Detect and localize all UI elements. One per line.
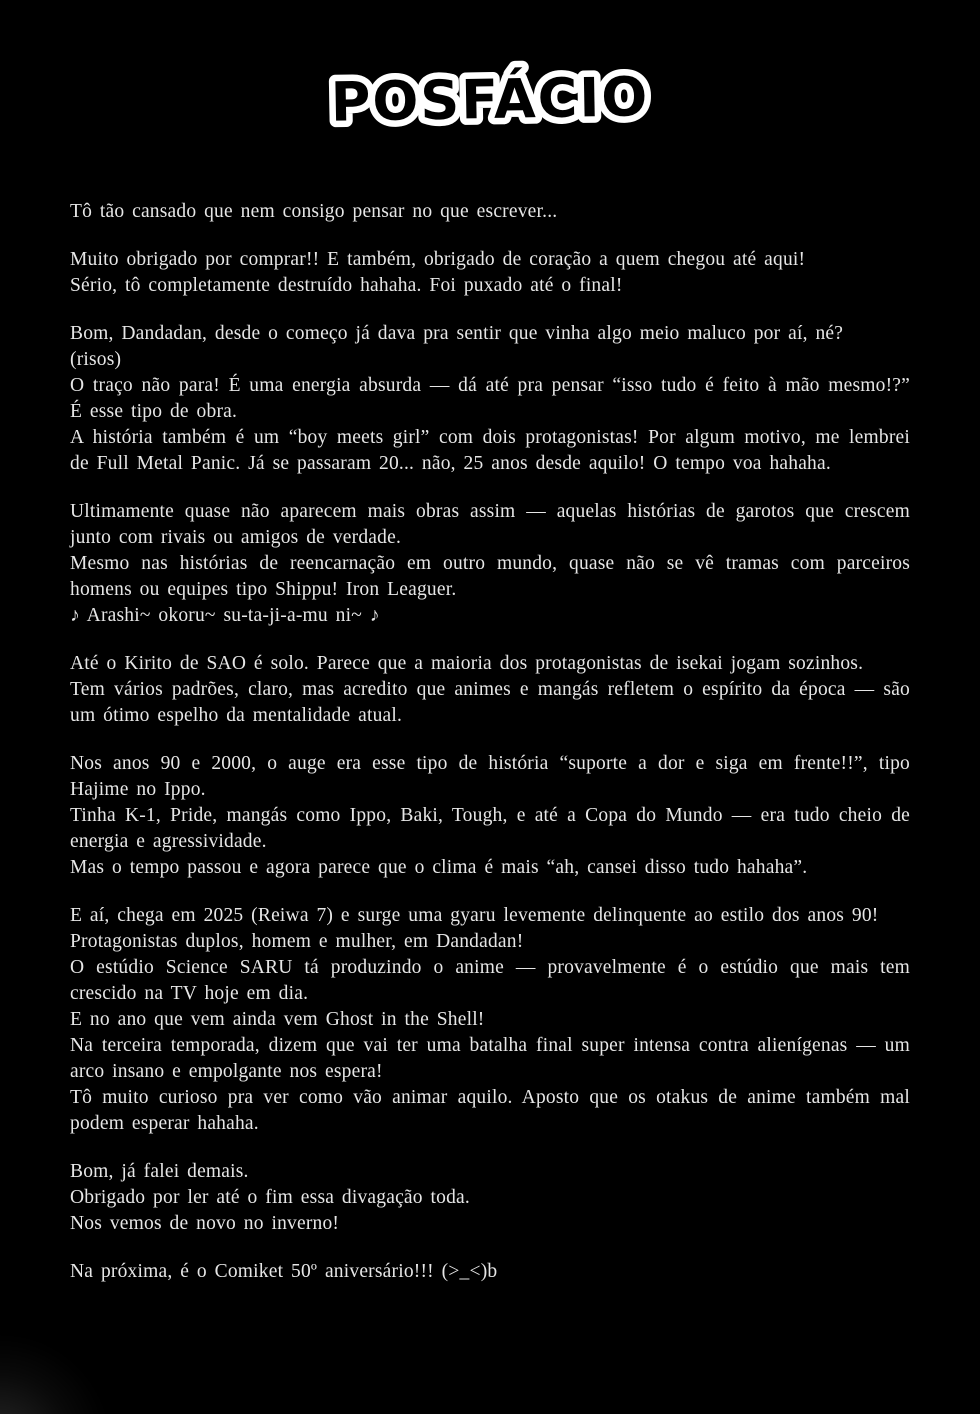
text-line: O traço não para! É uma energia absurda — dá até pra pensar “isso tudo é feito à mão mesmo!?” É esse tipo de obra. <box>70 375 910 422</box>
paragraph-block <box>70 199 910 225</box>
text-line: Tô tão cansado que nem consigo pensar no que escrever... <box>70 201 558 222</box>
text-line: Tô muito curioso pra ver como vão animar aquilo. Aposto que os otakus de anime também mal podem esperar hahaha. <box>70 1087 910 1134</box>
text-line: Tinha K-1, Pride, mangás como Ippo, Baki, Tough, e até a Copa do Mundo — era tudo cheio de energia e agressividade. <box>70 805 910 852</box>
paragraph-block <box>70 1259 910 1285</box>
text-line: Mesmo nas histórias de reencarnação em outro mundo, quase não se vê tramas com parceiros homens ou equipes tipo Shippu! Iron Leaguer. <box>70 553 910 600</box>
paragraph-block <box>70 321 910 477</box>
text-line: Mas o tempo passou e agora parece que o clima é mais “ah, cansei disso tudo hahaha”. <box>70 857 808 878</box>
text-line: Protagonistas duplos, homem e mulher, em Dandadan! <box>70 931 524 952</box>
page-title: POSFÁCIO <box>330 65 650 134</box>
scan-artifact <box>0 1334 110 1414</box>
bubble-title-graphic <box>249 44 731 152</box>
paragraph-block <box>70 247 910 299</box>
paragraph-block <box>70 1159 910 1237</box>
text-line: Obrigado por ler até o fim essa divagação toda. <box>70 1187 470 1208</box>
text-line: Nos vemos de novo no inverno! <box>70 1213 340 1234</box>
text-line: Tem vários padrões, claro, mas acredito que animes e mangás refletem o espírito da época — são um ótimo espelho da mentalidade atual. <box>70 679 910 726</box>
text-line: Até o Kirito de SAO é solo. Parece que a maioria dos protagonistas de isekai jogam sozinhos. <box>70 653 864 674</box>
paragraph-block <box>70 499 910 629</box>
text-line: O estúdio Science SARU tá produzindo o anime — provavelmente é o estúdio que mais tem crescido na TV hoje em dia. <box>70 957 910 1004</box>
title-area <box>0 0 980 153</box>
text-line: E aí, chega em 2025 (Reiwa 7) e surge uma gyaru levemente delinquente ao estilo dos anos 90! <box>70 905 879 926</box>
afterword-text <box>70 199 910 1285</box>
text-line: Ultimamente quase não aparecem mais obras assim — aquelas histórias de garotos que crescem junto com rivais ou amigos de verdade. <box>70 501 910 548</box>
text-line: Bom, Dandadan, desde o começo já dava pra sentir que vinha algo meio maluco por aí, né? <box>70 323 844 344</box>
text-line: A história também é um “boy meets girl” com dois protagonistas! Por algum motivo, me lembrei de Full Metal Panic. Já se passaram 20... não, 25 anos desde aquilo! O tempo voa hahaha. <box>70 427 910 474</box>
paragraph-block <box>70 651 910 729</box>
text-line: Nos anos 90 e 2000, o auge era esse tipo de história “suporte a dor e siga em frente!!”, tipo Hajime no Ippo. <box>70 753 910 800</box>
closing-line: Na próxima, é o Comiket 50º aniversário!!! (>_<)b <box>70 1261 498 1282</box>
paragraph-block <box>70 903 910 1137</box>
song-lyric-line: ♪ Arashi~ okoru~ su-ta-ji-a-mu ni~ ♪ <box>70 605 380 626</box>
text-line: Muito obrigado por comprar!! E também, obrigado de coração a quem chegou até aqui! <box>70 249 806 270</box>
paragraph-block <box>70 751 910 881</box>
text-line: Na terceira temporada, dizem que vai ter uma batalha final super intensa contra alienígenas — um arco insano e empolgante nos espera! <box>70 1035 910 1082</box>
text-line: (risos) <box>70 349 122 370</box>
text-line: Sério, tô completamente destruído hahaha. Foi puxado até o final! <box>70 275 623 296</box>
text-line: E no ano que vem ainda vem Ghost in the Shell! <box>70 1009 485 1030</box>
text-line: Bom, já falei demais. <box>70 1161 249 1182</box>
